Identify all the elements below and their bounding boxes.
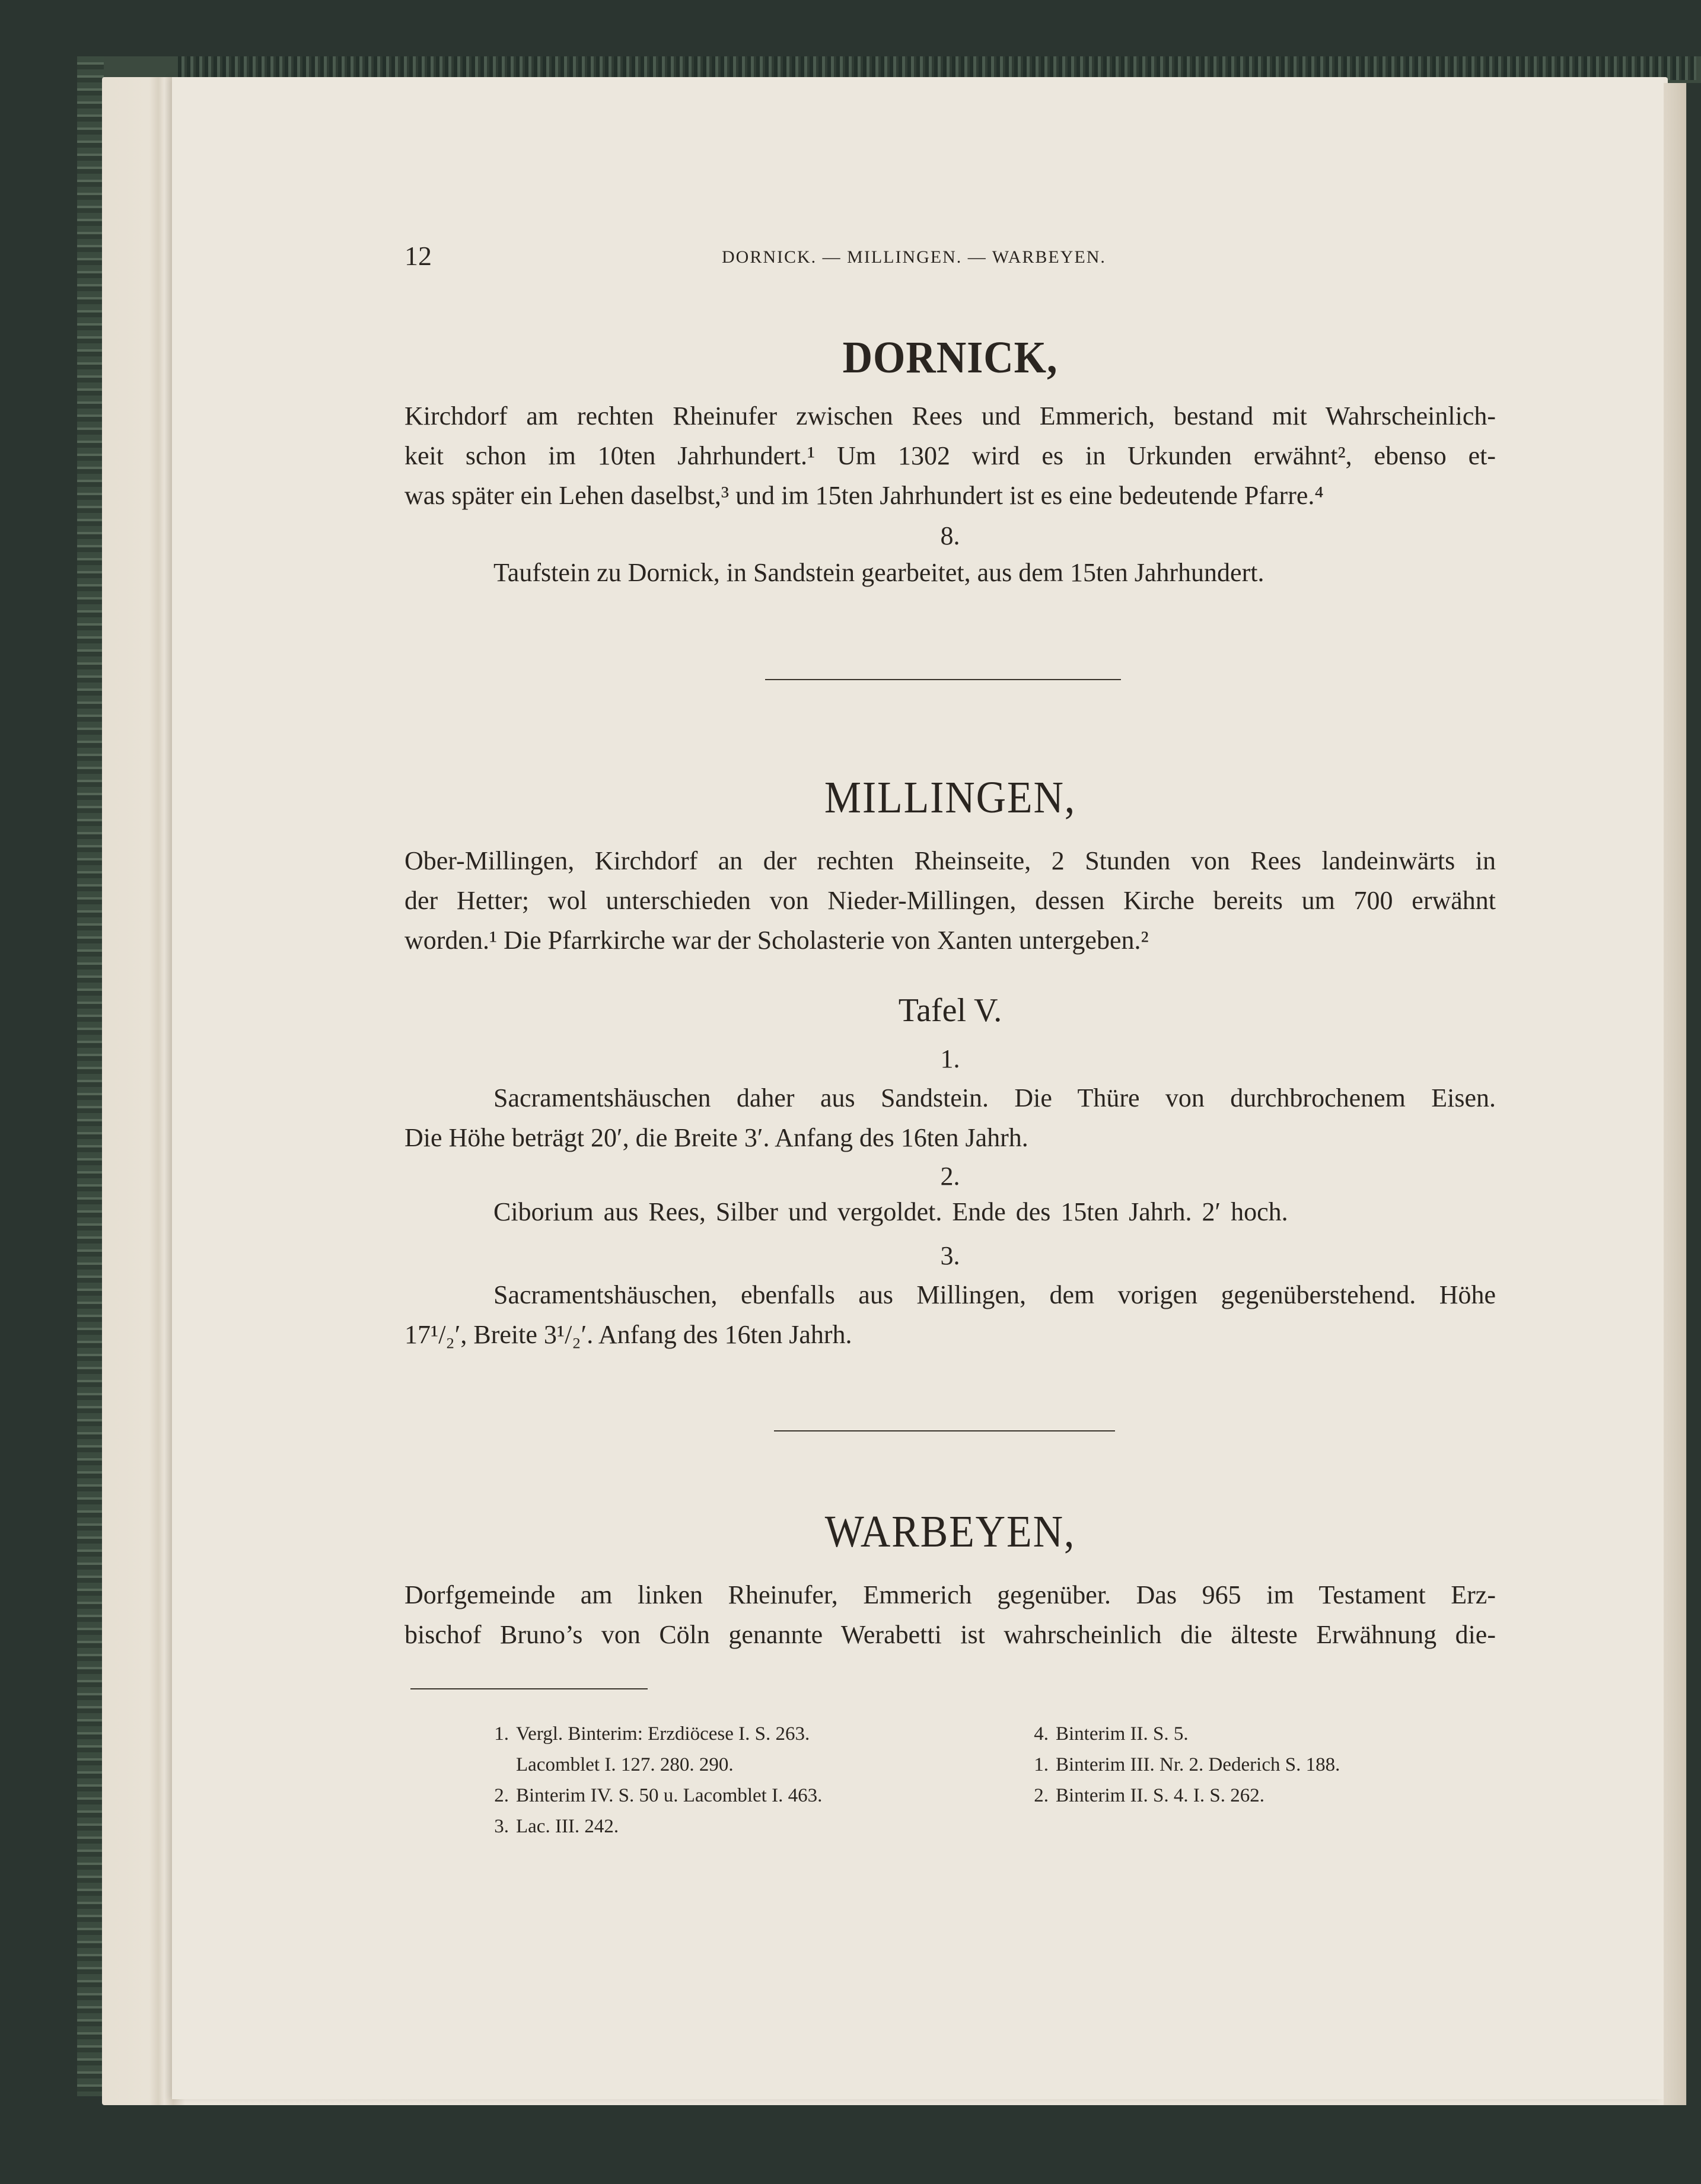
running-head (404, 240, 1496, 276)
millingen-line-2: der Hetter; wol unterschieden von Nieder-Millingen, dessen Kirche bereits um 700 erwähnt (404, 886, 1496, 915)
footnote-continuation: Lacomblet I. 127. 280. 290. (516, 1754, 734, 1775)
millingen-line-3: worden.¹ Die Pfarrkirche war der Scholasterie von Xanten untergeben.² (404, 926, 1149, 955)
dornick-line-2: keit schon im 10ten Jahrhundert.¹ Um 1302 wird es in Urkunden erwähnt², ebenso et- (404, 441, 1496, 470)
item-2-line-1: Ciborium aus Rees, Silber und vergoldet. Ende des 15ten Jahrh. 2′ hoch. (493, 1197, 1288, 1226)
item-1-line-1: Sacramentshäuschen daher aus Sandstein. Die Thüre von durchbrochenem Eisen. (493, 1083, 1496, 1112)
footnote: 4. Binterim II. S. 5. (1034, 1723, 1189, 1745)
plate-title: Tafel V. (898, 992, 1002, 1029)
dornick-caption: Taufstein zu Dornick, in Sandstein gearbeitet, aus dem 15ten Jahrhundert. (493, 558, 1264, 587)
footnote: 1. Vergl. Binterim: Erzdiöcese I. S. 263. (494, 1723, 810, 1745)
dornick-plate-number: 8. (940, 521, 960, 550)
running-head-title: DORNICK. — MILLINGEN. — WARBEYEN. (722, 247, 1106, 267)
item-3-line-1: Sacramentshäuschen, ebenfalls aus Millingen, dem vorigen gegenüberstehend. Höhe (493, 1280, 1496, 1309)
footnote: 2. Binterim IV. S. 50 u. Lacomblet I. 463. (494, 1785, 823, 1806)
footnote-rule (410, 1688, 648, 1689)
dornick-paragraph (404, 396, 1496, 515)
section-heading-warbeyen: WARBEYEN, (824, 1507, 1076, 1557)
item-number-2: 2. (940, 1162, 960, 1191)
millingen-paragraph (404, 841, 1496, 960)
warbeyen-line-2: bischof Bruno’s von Cöln genannte Werabetti ist wahrscheinlich die älteste Erwähnung die- (404, 1620, 1496, 1649)
section-heading-dornick: DORNICK, (842, 333, 1058, 382)
warbeyen-line-1: Dorfgemeinde am linken Rheinufer, Emmerich gegenüber. Das 965 im Testament Erz- (404, 1580, 1496, 1609)
footnotes-right-column (1018, 1718, 1340, 1811)
footnote: 2. Binterim II. S. 4. I. S. 262. (1034, 1785, 1264, 1806)
section-heading-millingen: MILLINGEN, (824, 773, 1076, 822)
item-3-text (404, 1275, 1496, 1354)
dornick-line-1: Kirchdorf am rechten Rheinufer zwischen Rees und Emmerich, bestand mit Wahrscheinlich- (404, 401, 1496, 431)
item-1-line-2: Die Höhe beträgt 20′, die Breite 3′. Anfang des 16ten Jahrh. (404, 1123, 1028, 1152)
item-3-line-2: 17¹/₂′, Breite 3¹/₂′. Anfang des 16ten Jahrh. (404, 1320, 852, 1349)
item-1-text (404, 1078, 1496, 1158)
section-divider (765, 679, 1121, 680)
section-divider (774, 1430, 1115, 1431)
item-number-1: 1. (940, 1044, 960, 1073)
millingen-line-1: Ober-Millingen, Kirchdorf an der rechten Rheinseite, 2 Stunden von Rees landeinwärts in (404, 846, 1496, 875)
dornick-line-3: was später ein Lehen daselbst,³ und im 15ten Jahrhundert ist es eine bedeutende Pfarre.⁴ (404, 481, 1324, 510)
warbeyen-paragraph (404, 1575, 1496, 1654)
item-number-3: 3. (940, 1241, 960, 1270)
footnote: 1. Binterim III. Nr. 2. Dederich S. 188. (1034, 1754, 1340, 1775)
page-number: 12 (404, 241, 432, 271)
footnote: 3. Lac. III. 242. (494, 1816, 619, 1837)
footnotes-left-column (478, 1718, 822, 1842)
